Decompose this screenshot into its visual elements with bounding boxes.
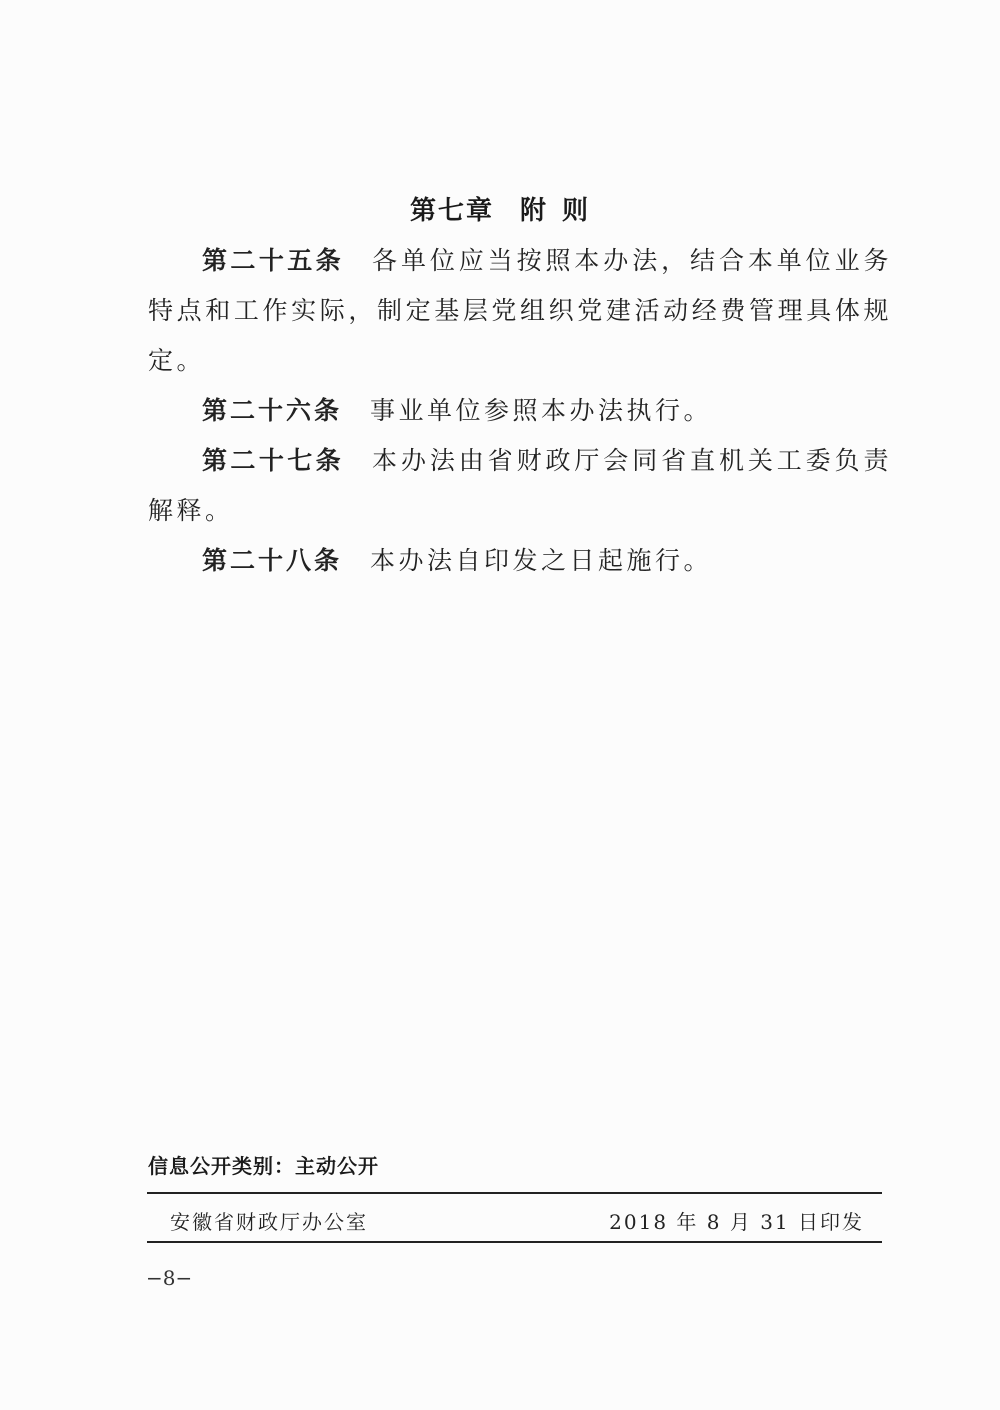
- article-text: 本办法自印发之日起施行。: [370, 546, 713, 575]
- article-text: 本办法由省财政厅会同省直机关工委负责解释。: [148, 446, 892, 525]
- issue-date: 2018 年 8 月 31 日印发: [609, 1210, 864, 1234]
- disclosure-category: 信息公开类别：主动公开: [148, 1154, 379, 1178]
- article-text: 各单位应当按照本办法，结合本单位业务特点和工作实际，制定基层党组织党建活动经费管理具体规定。: [148, 246, 892, 375]
- page-number: −8−: [146, 1266, 193, 1290]
- footer-rule-top: [147, 1192, 882, 1194]
- article-28: [148, 536, 892, 586]
- chapter-title-char-2: 则: [562, 196, 591, 226]
- article-number: 第二十六条: [202, 396, 343, 425]
- chapter-title-char-1: 附: [519, 196, 548, 226]
- article-number: 第二十八条: [202, 546, 343, 575]
- article-number: 第二十七条: [202, 446, 345, 475]
- article-27: [148, 436, 892, 536]
- footer-rule-bottom: [147, 1241, 882, 1243]
- articles-body: [148, 236, 892, 586]
- chapter-heading: [0, 190, 1000, 227]
- chapter-number: 第七章: [409, 196, 494, 226]
- article-number: 第二十五条: [202, 246, 345, 275]
- article-25: [148, 236, 892, 386]
- issuing-office: 安徽省财政厅办公室: [170, 1210, 368, 1234]
- article-text: 事业单位参照本办法执行。: [370, 396, 713, 425]
- article-26: [148, 386, 892, 436]
